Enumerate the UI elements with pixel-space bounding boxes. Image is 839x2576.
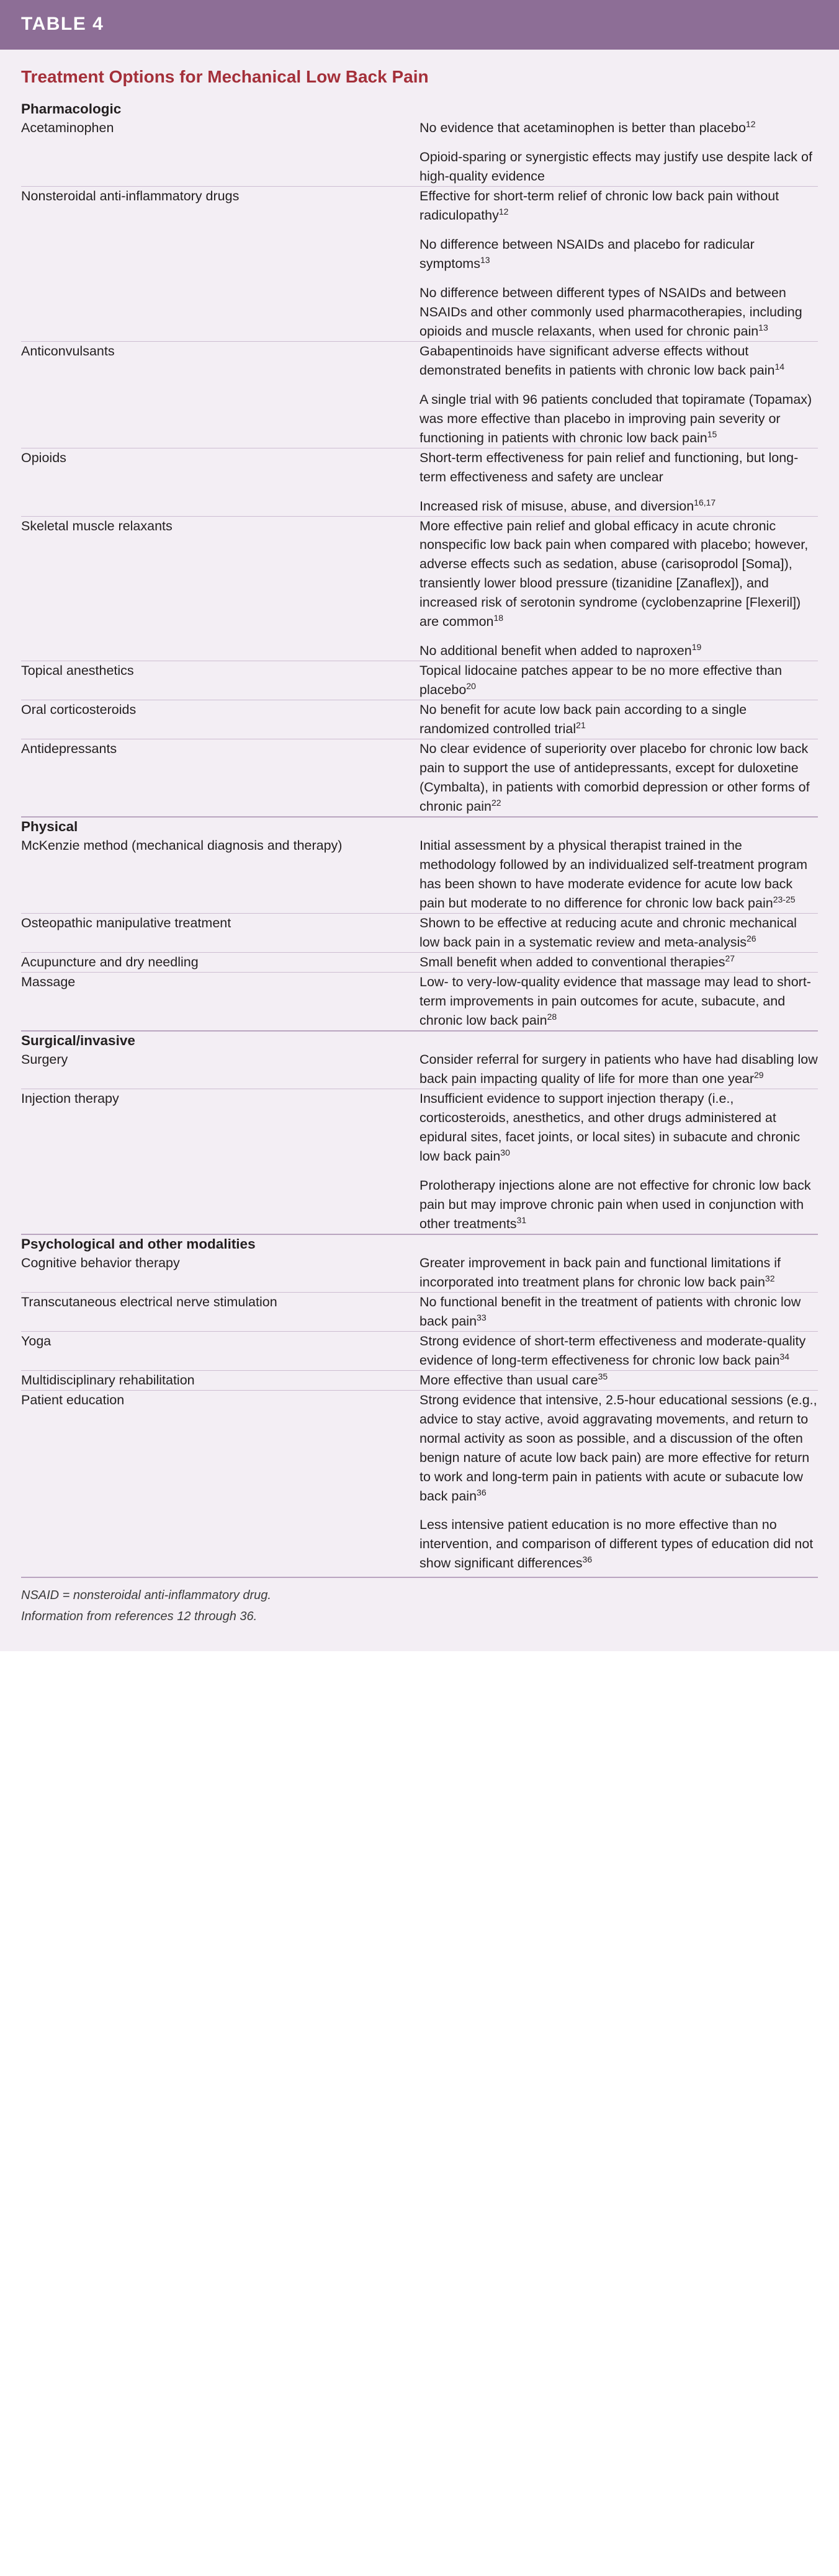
treatment-description-cell bbox=[420, 187, 818, 342]
treatment-description-cell bbox=[420, 700, 818, 739]
treatment-name: Skeletal muscle relaxants bbox=[21, 518, 173, 533]
section-label: Physical bbox=[21, 818, 78, 834]
table-title: Treatment Options for Mechanical Low Back Pain bbox=[21, 67, 429, 86]
treatment-name-cell bbox=[21, 1292, 420, 1331]
treatment-description-cell bbox=[420, 972, 818, 1030]
table-number-header: TABLE 4 bbox=[0, 0, 839, 50]
table-row bbox=[21, 972, 818, 1030]
treatment-name-cell bbox=[21, 187, 420, 342]
treatment-name-cell bbox=[21, 972, 420, 1030]
treatment-description-cell bbox=[420, 341, 818, 448]
reference-superscript: 14 bbox=[774, 361, 785, 372]
description-text: Increased risk of misuse, abuse, and diversion bbox=[420, 498, 694, 514]
description-text: No clear evidence of superiority over placebo for chronic low back pain to support the use of antidepressants, except for duloxetine (Cymbalta), in patients with comorbid depression or other forms of chronic pain bbox=[420, 741, 810, 814]
reference-superscript: 12 bbox=[745, 119, 756, 130]
table-row bbox=[21, 1390, 818, 1573]
description-text: Less intensive patient education is no more effective than no intervention, and comparison of different types of education did not show significant differences bbox=[420, 1517, 814, 1571]
treatment-name: Patient education bbox=[21, 1392, 125, 1407]
treatment-description bbox=[420, 1371, 818, 1390]
description-text: Initial assessment by a physical therapist trained in the methodology followed by an individualized self-treatment program has been shown to have moderate evidence for acute low back pain but moderate to no difference for chronic low back pain bbox=[420, 838, 808, 911]
description-text: More effective than usual care bbox=[420, 1372, 598, 1388]
table-row bbox=[21, 187, 818, 342]
description-text: Effective for short-term relief of chronic low back pain without radiculopathy bbox=[420, 189, 779, 223]
treatment-description-cell bbox=[420, 1292, 818, 1331]
table-row bbox=[21, 1331, 818, 1370]
reference-superscript: 27 bbox=[725, 953, 735, 963]
treatment-options-table bbox=[21, 100, 818, 1573]
reference-superscript: 21 bbox=[576, 720, 586, 730]
reference-superscript: 36 bbox=[582, 1554, 593, 1565]
reference-superscript: 22 bbox=[491, 797, 501, 808]
treatment-name-cell bbox=[21, 914, 420, 953]
reference-superscript: 18 bbox=[493, 613, 504, 623]
treatment-name-cell bbox=[21, 1089, 420, 1234]
description-text: Gabapentinoids have significant adverse effects without demonstrated benefits in patients with chronic low back pain bbox=[420, 343, 775, 378]
treatment-name: Cognitive behavior therapy bbox=[21, 1255, 180, 1271]
reference-superscript: 15 bbox=[707, 429, 717, 439]
table-body bbox=[0, 50, 839, 1651]
treatment-description-cell bbox=[420, 516, 818, 661]
description-text: No difference between different types of NSAIDs and between NSAIDs and other commonly used pharmacotherapies, including opioids and muscle relaxants, when used for chronic pain bbox=[420, 285, 802, 339]
reference-superscript: 30 bbox=[500, 1147, 510, 1157]
treatment-description-cell bbox=[420, 661, 818, 700]
treatment-description bbox=[420, 187, 818, 225]
treatment-description bbox=[420, 641, 818, 661]
section-header-row bbox=[21, 1234, 818, 1254]
section-header-row bbox=[21, 817, 818, 836]
description-text: Shown to be effective at reducing acute and chronic mechanical low back pain in a systematic review and meta-analysis bbox=[420, 916, 797, 950]
treatment-description bbox=[420, 700, 818, 739]
treatment-name-cell bbox=[21, 1050, 420, 1089]
description-text: Consider referral for surgery in patients who have had disabling low back pain impacting quality of life for more than one year bbox=[420, 1052, 818, 1087]
treatment-description-cell bbox=[420, 1331, 818, 1370]
treatment-description bbox=[420, 497, 818, 516]
description-text: A single trial with 96 patients concluded that topiramate (Topamax) was more effective than placebo in improving pain severity or functioning in patients with chronic low back pain bbox=[420, 391, 812, 445]
description-text: Topical lidocaine patches appear to be no more effective than placebo bbox=[420, 663, 783, 698]
treatment-description bbox=[420, 914, 818, 952]
treatment-description bbox=[420, 342, 818, 380]
table-row bbox=[21, 952, 818, 972]
treatment-description bbox=[420, 1515, 818, 1573]
description-text: Prolotherapy injections alone are not effective for chronic low back pain but may improve chronic pain when used in conjunction with other treatments bbox=[420, 1177, 811, 1231]
treatment-description bbox=[420, 517, 818, 632]
treatment-description-cell bbox=[420, 952, 818, 972]
table-row bbox=[21, 1254, 818, 1292]
treatment-name: Surgery bbox=[21, 1052, 68, 1067]
table-row bbox=[21, 739, 818, 817]
reference-superscript: 12 bbox=[498, 207, 509, 217]
section-header-cell bbox=[21, 817, 818, 836]
table-row bbox=[21, 836, 818, 913]
treatment-name-cell bbox=[21, 836, 420, 913]
treatment-name: Acetaminophen bbox=[21, 120, 114, 136]
treatment-name: Acupuncture and dry needling bbox=[21, 954, 199, 969]
treatment-description bbox=[420, 1050, 818, 1089]
section-header-cell bbox=[21, 1234, 818, 1254]
description-text: Low- to very-low-quality evidence that massage may lead to short-term improvements in pain outcomes for acute, subacute, and chronic low back pain bbox=[420, 974, 811, 1028]
treatment-description bbox=[420, 1176, 818, 1234]
treatment-description-cell bbox=[420, 448, 818, 516]
description-text: More effective pain relief and global efficacy in acute chronic nonspecific low back pain when compared with placebo; however, adverse effects such as sedation, abuse (carisoprodol [Soma]), transiently lower blood pressure (tizanidine [Zanaflex]), and increased risk of serotonin syndrome (cyclobenzaprine [Flexeril]) are common bbox=[420, 518, 809, 630]
treatment-name: Osteopathic manipulative treatment bbox=[21, 916, 231, 931]
treatment-description bbox=[420, 1254, 818, 1292]
treatment-name: Oral corticosteroids bbox=[21, 702, 137, 718]
description-text: No additional benefit when added to naproxen bbox=[420, 643, 692, 659]
treatment-name-cell bbox=[21, 118, 420, 186]
description-text: No benefit for acute low back pain according to a single randomized controlled trial bbox=[420, 702, 747, 737]
table-row bbox=[21, 661, 818, 700]
footnote-references: Information from references 12 through 36. bbox=[21, 1610, 258, 1624]
table-row bbox=[21, 1050, 818, 1089]
treatment-description-cell bbox=[420, 836, 818, 913]
treatment-name-cell bbox=[21, 661, 420, 700]
section-label: Psychological and other modalities bbox=[21, 1236, 256, 1252]
treatment-description bbox=[420, 118, 818, 138]
treatment-name-cell bbox=[21, 1370, 420, 1390]
treatment-description bbox=[420, 148, 818, 186]
treatment-name: Opioids bbox=[21, 450, 66, 465]
section-header-cell bbox=[21, 100, 818, 118]
treatment-name-cell bbox=[21, 448, 420, 516]
table-row bbox=[21, 914, 818, 953]
description-text: No evidence that acetaminophen is better than placebo bbox=[420, 120, 746, 136]
treatment-description bbox=[420, 739, 818, 816]
table-row bbox=[21, 448, 818, 516]
treatment-name: Massage bbox=[21, 974, 76, 989]
reference-superscript: 19 bbox=[691, 642, 702, 653]
description-text: Small benefit when added to conventional therapies bbox=[420, 954, 725, 969]
reference-superscript: 28 bbox=[547, 1011, 557, 1022]
treatment-description bbox=[420, 390, 818, 448]
treatment-description bbox=[420, 836, 818, 913]
treatment-description bbox=[420, 283, 818, 341]
section-label: Surgical/invasive bbox=[21, 1032, 135, 1048]
description-text: Greater improvement in back pain and functional limitations if incorporated into treatment plans for chronic low back pain bbox=[420, 1255, 781, 1290]
treatment-description bbox=[420, 235, 818, 274]
reference-superscript: 16,17 bbox=[694, 497, 716, 507]
treatment-description-cell bbox=[420, 1390, 818, 1573]
treatment-name: McKenzie method (mechanical diagnosis and therapy) bbox=[21, 838, 343, 853]
treatment-name: Transcutaneous electrical nerve stimulation bbox=[21, 1294, 277, 1309]
description-text: No functional benefit in the treatment of patients with chronic low back pain bbox=[420, 1294, 801, 1329]
reference-superscript: 23-25 bbox=[773, 894, 796, 904]
treatment-name: Antidepressants bbox=[21, 741, 117, 757]
section-header-row bbox=[21, 100, 818, 118]
reference-superscript: 32 bbox=[765, 1273, 775, 1283]
reference-superscript: 31 bbox=[516, 1214, 527, 1225]
treatment-name: Multidisciplinary rehabilitation bbox=[21, 1372, 195, 1388]
treatment-name: Anticonvulsants bbox=[21, 343, 115, 359]
description-text: Strong evidence of short-term effectiveness and moderate-quality evidence of long-term effectiveness for chronic low back pain bbox=[420, 1333, 806, 1368]
section-header-row bbox=[21, 1031, 818, 1050]
treatment-description-cell bbox=[420, 1050, 818, 1089]
treatment-description-cell bbox=[420, 914, 818, 953]
reference-superscript: 20 bbox=[466, 681, 476, 691]
reference-superscript: 36 bbox=[477, 1487, 487, 1497]
reference-superscript: 34 bbox=[779, 1351, 789, 1362]
description-text: No difference between NSAIDs and placebo for radicular symptoms bbox=[420, 237, 755, 272]
treatment-description bbox=[420, 953, 818, 972]
reference-superscript: 13 bbox=[758, 322, 768, 332]
treatment-name: Topical anesthetics bbox=[21, 663, 134, 679]
treatment-name-cell bbox=[21, 700, 420, 739]
table-row bbox=[21, 516, 818, 661]
treatment-description-cell bbox=[420, 739, 818, 817]
table-row bbox=[21, 700, 818, 739]
treatment-description bbox=[420, 1391, 818, 1506]
treatment-name: Injection therapy bbox=[21, 1091, 119, 1107]
treatment-description bbox=[420, 973, 818, 1030]
table-row bbox=[21, 341, 818, 448]
treatment-name-cell bbox=[21, 1254, 420, 1292]
description-text: Insufficient evidence to support injection therapy (i.e., corticosteroids, anesthetics, and other drugs administered at epidural sites, facet joints, or local sites) in subacute and chronic low back pain bbox=[420, 1091, 801, 1164]
treatment-name-cell bbox=[21, 516, 420, 661]
treatment-description bbox=[420, 661, 818, 700]
description-text: Short-term effectiveness for pain relief and functioning, but long-term effectiveness and safety are unclear bbox=[420, 450, 799, 484]
reference-superscript: 13 bbox=[480, 254, 490, 265]
reference-superscript: 33 bbox=[477, 1312, 487, 1322]
footnote-abbreviation: NSAID = nonsteroidal anti-inflammatory drug. bbox=[21, 1589, 271, 1603]
treatment-description-cell bbox=[420, 1370, 818, 1390]
treatment-name-cell bbox=[21, 1331, 420, 1370]
treatment-description bbox=[420, 1089, 818, 1166]
treatment-description bbox=[420, 1293, 818, 1331]
treatment-name-cell bbox=[21, 952, 420, 972]
treatment-name: Nonsteroidal anti-inflammatory drugs bbox=[21, 189, 240, 204]
treatment-name: Yoga bbox=[21, 1333, 52, 1348]
table-row bbox=[21, 1089, 818, 1234]
treatment-name-cell bbox=[21, 341, 420, 448]
description-text: Opioid-sparing or synergistic effects may justify use despite lack of high-quality evidence bbox=[420, 149, 812, 184]
reference-superscript: 29 bbox=[754, 1069, 764, 1080]
reference-superscript: 26 bbox=[746, 933, 756, 943]
treatment-description bbox=[420, 448, 818, 487]
treatment-description-cell bbox=[420, 118, 818, 186]
table-row bbox=[21, 1292, 818, 1331]
section-header-cell bbox=[21, 1031, 818, 1050]
treatment-name-cell bbox=[21, 1390, 420, 1573]
description-text: Strong evidence that intensive, 2.5-hour educational sessions (e.g., advice to stay active, avoid aggravating movements, and return to normal activity as soon as possible, and a discussion of the often benign nature of acute low back pain) are more effective for return to work and long-term pain in patients with acute or subacute low back pain bbox=[420, 1392, 817, 1504]
table-footnotes bbox=[21, 1577, 818, 1645]
treatment-name-cell bbox=[21, 739, 420, 817]
treatment-description-cell bbox=[420, 1254, 818, 1292]
section-label: Pharmacologic bbox=[21, 101, 122, 117]
table-row bbox=[21, 1370, 818, 1390]
treatment-description-cell bbox=[420, 1089, 818, 1234]
treatment-description bbox=[420, 1332, 818, 1370]
reference-superscript: 35 bbox=[598, 1371, 608, 1381]
table-row bbox=[21, 118, 818, 186]
